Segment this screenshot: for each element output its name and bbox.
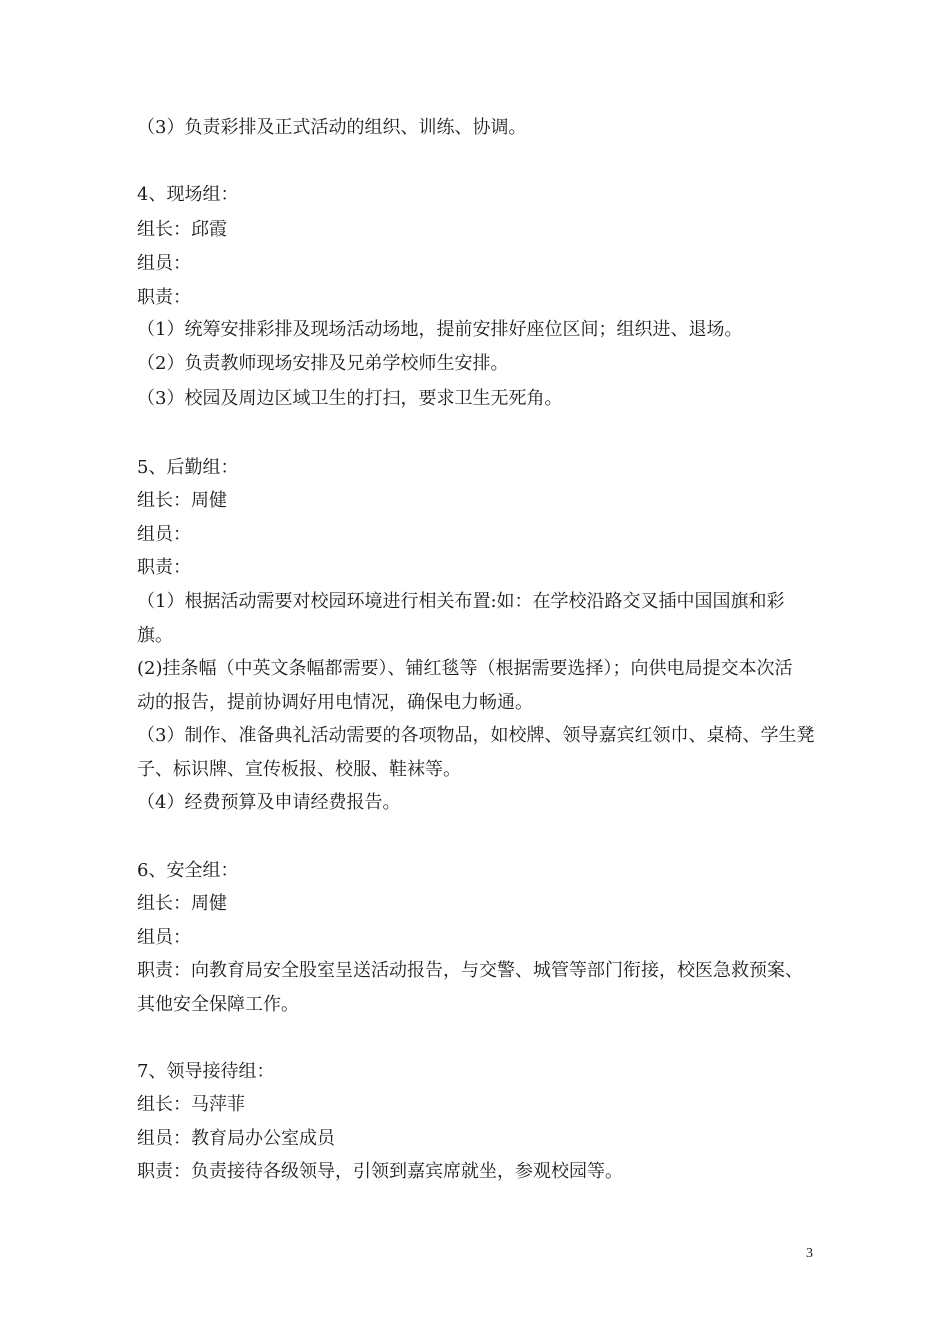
duty-line: （4）经费预算及申请经费报告。 [137, 792, 401, 813]
duty-line: （1）根据活动需要对校园环境进行相关布置:如：在学校沿路交叉插中国国旗和彩 [137, 591, 785, 612]
duty-line: （3）制作、准备典礼活动需要的各项物品，如校牌、领导嘉宾红领巾、桌椅、学生凳 [137, 725, 815, 746]
section-heading: 5、后勤组： [137, 457, 239, 478]
duty-line: 旗。 [137, 625, 173, 646]
section-heading: 7、领导接待组： [137, 1061, 275, 1082]
duties-label: 职责： [137, 557, 191, 578]
duty-line: (2)挂条幅（中英文条幅都需要）、铺红毯等（根据需要选择）；向供电局提交本次活 [137, 658, 793, 679]
group-leader: 组长：马萍菲 [137, 1094, 245, 1115]
group-members: 组员： [137, 524, 191, 545]
section-heading: 4、现场组： [137, 184, 239, 205]
page-number: 3 [806, 1246, 813, 1261]
group-members: 组员： [137, 253, 191, 274]
group-leader: 组长：周健 [137, 893, 227, 914]
duty-line: （2）负责教师现场安排及兄弟学校师生安排。 [137, 353, 509, 374]
duty-line: 子、标识牌、宣传板报、校服、鞋袜等。 [137, 759, 461, 780]
duties-label: 职责： [137, 287, 191, 308]
duty-line: （1）统筹安排彩排及现场活动场地，提前安排好座位区间；组织进、退场。 [137, 319, 743, 340]
section-heading: 6、安全组： [137, 860, 239, 881]
duty-line: 职责：向教育局安全股室呈送活动报告，与交警、城管等部门衔接，校医急救预案、 [137, 960, 803, 981]
duty-line: （3）校园及周边区域卫生的打扫，要求卫生无死角。 [137, 388, 563, 409]
duty-line: （3）负责彩排及正式活动的组织、训练、协调。 [137, 117, 527, 138]
group-leader: 组长：邱霞 [137, 219, 227, 240]
duty-line: 动的报告，提前协调好用电情况，确保电力畅通。 [137, 692, 533, 713]
group-leader: 组长：周健 [137, 490, 227, 511]
duty-line: 职责：负责接待各级领导，引领到嘉宾席就坐，参观校园等。 [137, 1161, 623, 1182]
group-members: 组员： [137, 927, 191, 948]
duty-line: 其他安全保障工作。 [137, 994, 299, 1015]
group-members: 组员：教育局办公室成员 [137, 1128, 335, 1149]
